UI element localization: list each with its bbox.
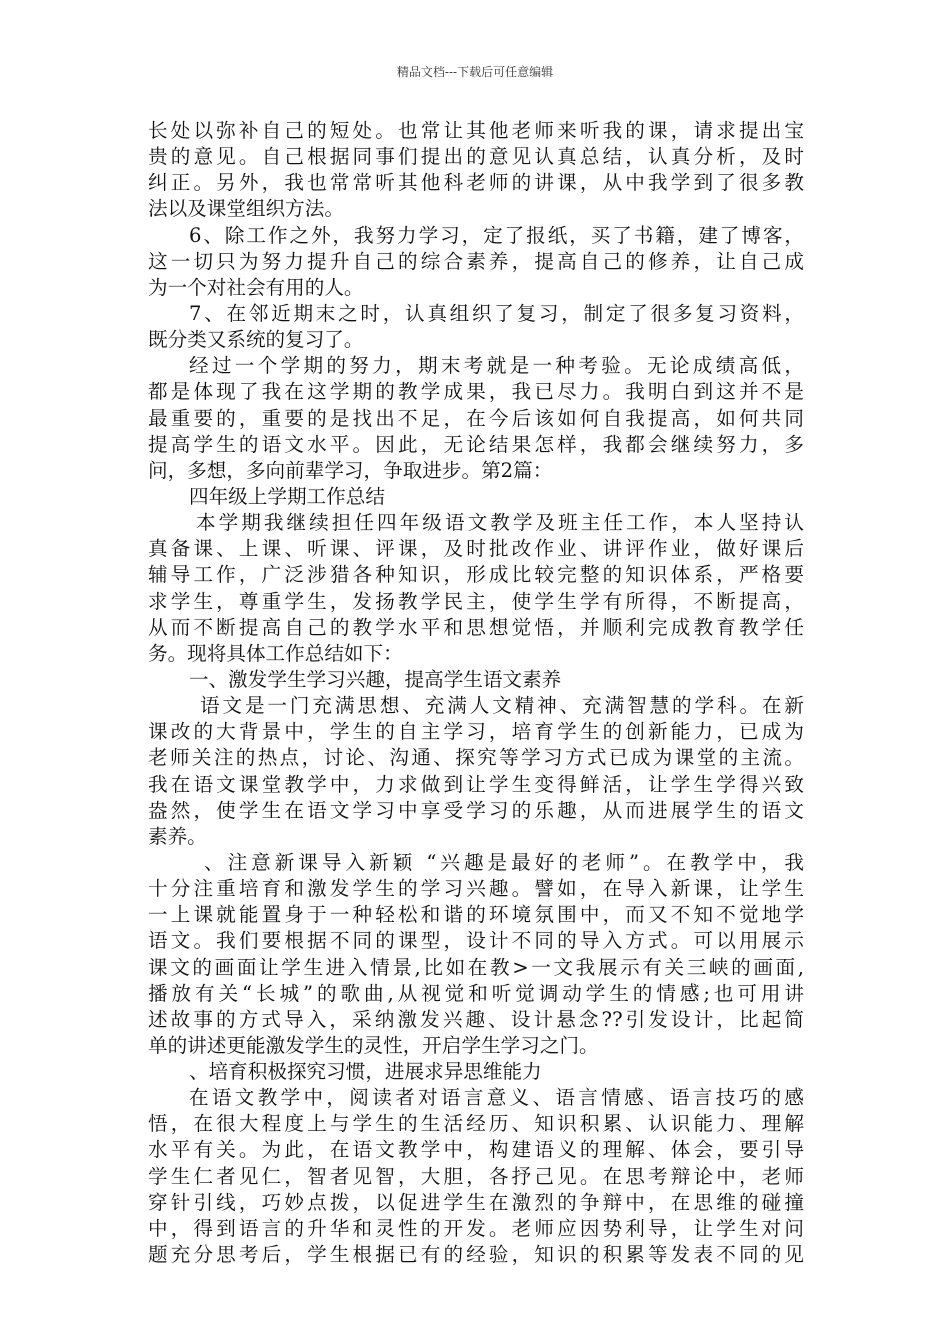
text-line: 辅导工作，广泛涉猎各种知识，形成比较完整的知识体系，严格要 xyxy=(148,563,804,587)
text-line: 穿针引线，巧妙点拨，以促进学生在激烈的争辩中，在思维的碰撞 xyxy=(148,1190,804,1214)
section-heading: 一、激发学生学习兴趣，提高学生语文素养 xyxy=(189,667,562,691)
text-line: 纠正。另外，我也常常听其他科老师的讲课，从中我学到了很多教 xyxy=(148,171,804,195)
text-line: 、注意新课导入新颖 “兴趣是最好的老师”。在教学中，我 xyxy=(204,850,804,874)
text-line: 老师关注的热点，讨论、沟通、探究等学习方式已成为课堂的主流。 xyxy=(148,746,804,770)
text-line: 经过一个学期的努力，期末考就是一种考验。无论成绩高低， xyxy=(189,354,804,378)
text-line: 素养。 xyxy=(148,824,207,848)
text-line: 都是体现了我在这学期的教学成果，我已尽力。我明白到这并不是 xyxy=(148,380,804,404)
text-line: 从而不断提高自己的教学水平和思想觉悟，并顺利完成教育教学任 xyxy=(148,615,804,639)
text-line: 6、除工作之外，我努力学习，定了报纸，买了书籍，建了博客， xyxy=(189,223,804,247)
text-line: 最重要的，重要的是找出不足，在今后该如何自我提高，如何共同 xyxy=(148,406,804,430)
text-line: 务。现将具体工作总结如下： xyxy=(148,641,403,665)
text-line: 悟，在很大程度上与学生的生活经历、知识积累、认识能力、理解 xyxy=(148,1112,804,1136)
text-line: 问，多想，多向前辈学习，争取进步。第2篇： xyxy=(148,458,553,482)
text-line: 法以及课堂组织方法。 xyxy=(148,197,344,221)
text-line: 述故事的方式导入，采纳激发兴趣、设计悬念??引发设计，比起简 xyxy=(148,1007,804,1031)
text-line: 水平有关。为此，在语文教学中，构建语义的理解、体会，要引导 xyxy=(148,1138,804,1162)
text-line: 播放有关“长城”的歌曲,从视觉和听觉调动学生的情感;也可用讲 xyxy=(148,981,804,1005)
text-line: 我在语文课堂教学中，力求做到让学生变得鲜活，让学生学得兴致 xyxy=(148,772,804,796)
text-line: 十分注重培育和激发学生的学习兴趣。譬如，在导入新课，让学生 xyxy=(148,877,804,901)
text-line: 课改的大背景中，学生的自主学习，培育学生的创新能力，已成为 xyxy=(148,720,804,744)
text-line: 提高学生的语文水平。因此，无论结果怎样，我都会继续努力，多 xyxy=(148,432,804,456)
text-line: 盎然，使学生在语文学习中享受学习的乐趣，从而进展学生的语文 xyxy=(148,798,804,822)
text-line: 语文。我们要根据不同的课型，设计不同的导入方式。可以用展示 xyxy=(148,929,804,953)
text-line: 贵的意见。自己根据同事们提出的意见认真总结，认真分析，及时 xyxy=(148,145,804,169)
text-line: 在语文教学中，阅读者对语言意义、语言情感、语言技巧的感 xyxy=(189,1086,804,1110)
text-line: 中，得到语言的升华和灵性的开发。老师应因势利导，让学生对问 xyxy=(148,1216,804,1240)
text-line: 课文的画面让学生进入情景,比如在教>一文我展示有关三峡的画面, xyxy=(148,955,804,979)
text-line: 单的讲述更能激发学生的灵性，开启学生学习之门。 xyxy=(148,1033,599,1057)
text-line: 求学生，尊重学生，发扬教学民主，使学生学有所得，不断提高， xyxy=(148,589,804,613)
text-line: 这一切只为努力提升自己的综合素养，提高自己的修养，让自己成 xyxy=(148,249,804,273)
section-title: 四年级上学期工作总结 xyxy=(189,484,385,508)
text-line: 为一个对社会有用的人。 xyxy=(148,275,364,299)
text-line: 长处以弥补自己的短处。也常让其他老师来听我的课，请求提出宝 xyxy=(148,119,804,142)
text-line: 本学期我继续担任四年级语文教学及班主任工作，本人坚持认 xyxy=(196,511,804,535)
text-line: 语文是一门充满思想、充满人文精神、充满智慧的学科。在新 xyxy=(200,694,804,718)
text-line: 一上课就能置身于一种轻松和谐的环境氛围中，而又不知不觉地学 xyxy=(148,903,804,927)
text-line: 既分类又系统的复习了。 xyxy=(148,328,364,352)
text-line: 题充分思考后，学生根据已有的经验，知识的积累等发表不同的见 xyxy=(148,1243,804,1267)
document-body xyxy=(148,118,804,1268)
text-line: 学生仁者见仁，智者见智，大胆，各抒己见。在思考辩论中，老师 xyxy=(148,1164,804,1188)
page-header: 精品文档---下载后可任意编辑 xyxy=(396,65,554,79)
text-line: 7、在邻近期末之时，认真组织了复习，制定了很多复习资料， xyxy=(189,301,804,325)
section-heading: 、培育积极探究习惯，进展求异思维能力 xyxy=(189,1060,542,1084)
text-line: 真备课、上课、听课、评课，及时批改作业、讲评作业，做好课后 xyxy=(148,537,804,561)
